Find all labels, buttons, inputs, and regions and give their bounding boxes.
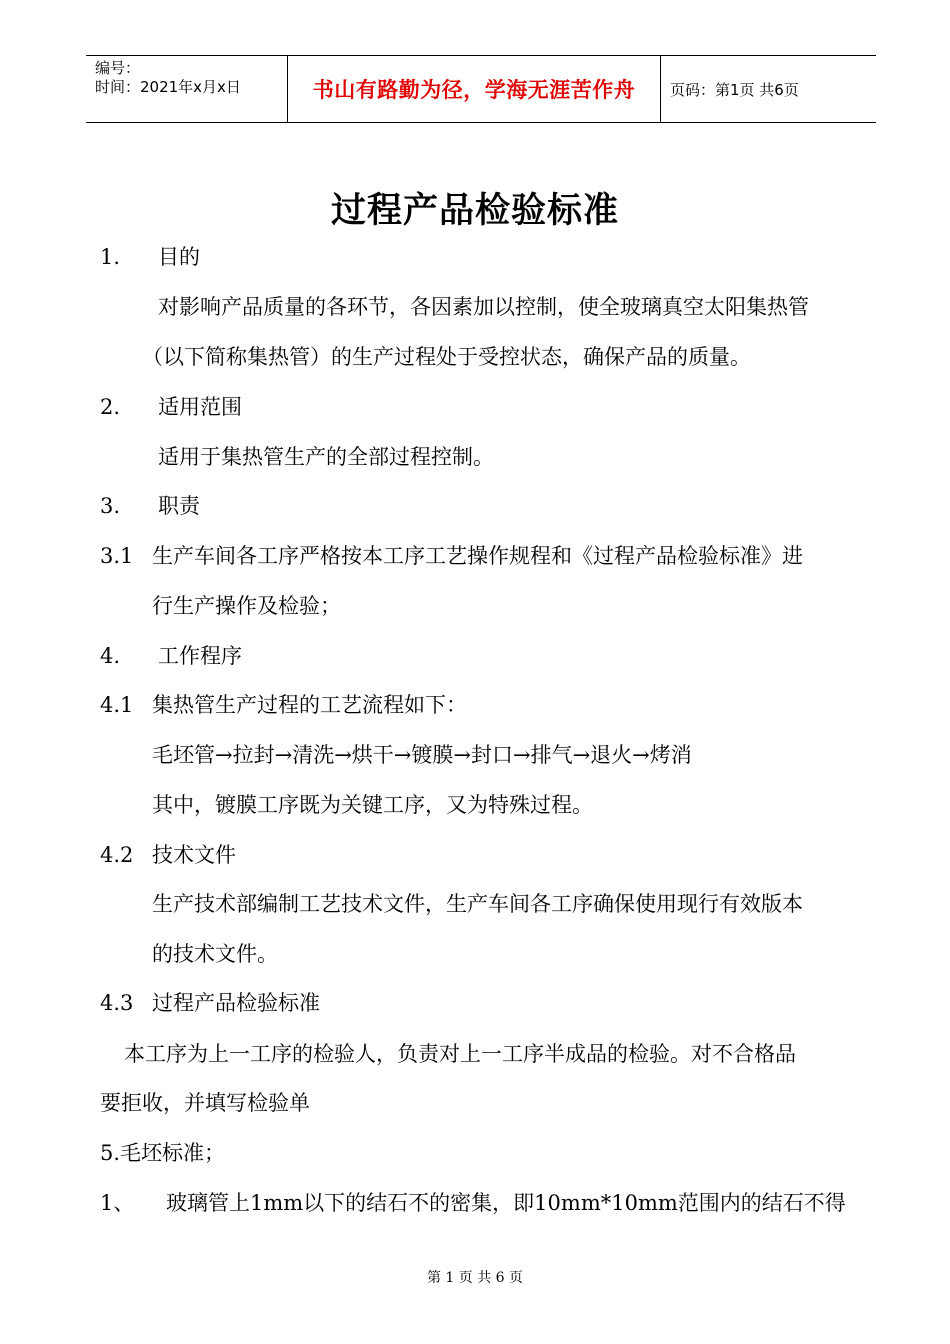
section-3-1-line1: 生产车间各工序严格按本工序工艺操作规程和《过程产品检验标准》进 xyxy=(152,544,803,568)
section-2-number: 2. xyxy=(100,395,121,419)
page-footer: 第 1 页 共 6 页 xyxy=(426,1270,524,1286)
section-4-2-heading: 技术文件 xyxy=(152,843,236,867)
section-2-heading: 适用范围 xyxy=(158,395,242,419)
section-4-2-line1: 生产技术部编制工艺技术文件，生产车间各工序确保使用现行有效版本 xyxy=(152,892,803,916)
section-1-para-line1: 对影响产品质量的各环节，各因素加以控制，使全玻璃真空太阳集热管 xyxy=(158,295,809,319)
section-5-heading: 5.毛坯标准； xyxy=(100,1141,226,1165)
section-5-item-1-line1: 玻璃管上1mm以下的结石不的密集，即10mm*10mm范围内的结石不得 xyxy=(166,1191,846,1215)
section-1-para-line2: （以下简称集热管）的生产过程处于受控状态，确保产品的质量。 xyxy=(142,345,751,369)
section-1-number: 1. xyxy=(100,245,121,269)
section-4-heading: 工作程序 xyxy=(158,644,242,668)
section-2-para: 适用于集热管生产的全部过程控制。 xyxy=(158,445,494,469)
section-3-heading: 职责 xyxy=(158,494,200,518)
section-4-2-line2: 的技术文件。 xyxy=(152,942,278,966)
section-4-number: 4. xyxy=(100,644,121,668)
document-title: 过程产品检验标准 xyxy=(330,190,619,231)
section-4-3-line2: 要拒收，并填写检验单 xyxy=(100,1091,310,1115)
header-top-rule xyxy=(86,55,876,56)
section-3-number: 3. xyxy=(100,494,121,518)
time-label: 时间：2021年x月x日 xyxy=(95,78,241,96)
section-3-1-number: 3.1 xyxy=(100,544,134,568)
section-1-heading: 目的 xyxy=(158,245,200,269)
header-motto: 书山有路勤为径，学海无涯苦作舟 xyxy=(312,78,636,102)
section-4-2-number: 4.2 xyxy=(100,843,134,867)
section-5-item-1-number: 1、 xyxy=(100,1191,135,1215)
section-4-3-heading: 过程产品检验标准 xyxy=(152,991,320,1015)
section-4-1-number: 4.1 xyxy=(100,693,134,717)
section-4-1-process-flow: 毛坯管→拉封→清洗→烘干→镀膜→封口→排气→退火→烤消 xyxy=(152,743,692,767)
header-divider-right xyxy=(660,55,661,122)
header-bottom-rule xyxy=(86,122,876,123)
section-3-1-line2: 行生产操作及检验； xyxy=(152,594,341,618)
serial-label: 编号： xyxy=(95,59,141,77)
section-4-1-line1: 集热管生产过程的工艺流程如下： xyxy=(152,693,467,717)
section-4-3-line1: 本工序为上一工序的检验人，负责对上一工序半成品的检验。对不合格品 xyxy=(124,1042,796,1066)
page-info: 页码：第1页 共6页 xyxy=(670,81,799,99)
section-4-1-note: 其中，镀膜工序既为关键工序，又为特殊过程。 xyxy=(152,793,593,817)
section-4-3-number: 4.3 xyxy=(100,991,134,1015)
